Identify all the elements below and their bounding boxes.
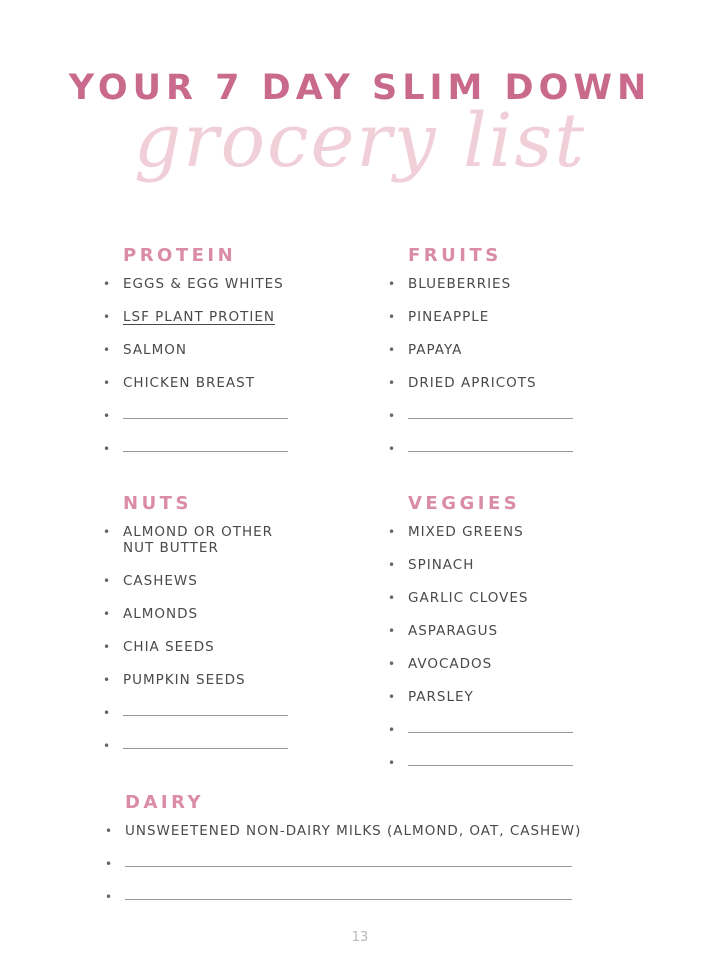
bullet-icon: • <box>103 706 112 720</box>
blank-line-item <box>388 408 573 423</box>
fruits-item-papaya: PAPAYA <box>408 342 463 358</box>
bullet-icon: • <box>388 409 397 423</box>
bullet-icon: • <box>388 624 397 638</box>
list-item <box>388 623 499 639</box>
nuts-item-nut-butter: ALMOND OR OTHER NUT BUTTER <box>123 524 274 556</box>
bullet-icon: • <box>388 558 397 572</box>
list-item <box>388 276 512 292</box>
veggies-heading: VEGGIES <box>408 493 521 514</box>
fruits-item-pineapple: PINEAPPLE <box>408 309 490 325</box>
bullet-icon: • <box>388 591 397 605</box>
bullet-icon: • <box>388 376 397 390</box>
fruits-item-apricots: DRIED APRICOTS <box>408 375 537 391</box>
write-in-line[interactable] <box>125 856 572 867</box>
bullet-icon: • <box>388 690 397 704</box>
write-in-line[interactable] <box>408 722 573 733</box>
bullet-icon: • <box>388 442 397 456</box>
protein-heading: PROTEIN <box>123 245 237 266</box>
fruits-section <box>388 245 537 456</box>
bullet-icon: • <box>103 607 112 621</box>
blank-line-item <box>103 408 288 423</box>
bullet-icon: • <box>388 525 397 539</box>
dairy-section <box>105 792 582 904</box>
list-item <box>103 573 198 589</box>
protein-item-chicken: CHICKEN BREAST <box>123 375 255 391</box>
veggies-item-greens: MIXED GREENS <box>408 524 524 540</box>
list-item <box>388 590 529 606</box>
bullet-icon: • <box>105 890 114 904</box>
list-item <box>103 276 284 292</box>
blank-line-item <box>388 755 573 770</box>
veggies-item-asparagus: ASPARAGUS <box>408 623 499 639</box>
bullet-icon: • <box>388 277 397 291</box>
blank-line-item <box>105 856 572 871</box>
bullet-icon: • <box>103 673 112 687</box>
veggies-item-avocados: AVOCADOS <box>408 656 493 672</box>
nuts-section <box>103 493 274 753</box>
bullet-icon: • <box>103 310 112 324</box>
nuts-item-chia: CHIA SEEDS <box>123 639 215 655</box>
bullet-icon: • <box>103 343 112 357</box>
bullet-icon: • <box>103 739 112 753</box>
list-item <box>103 524 288 556</box>
blank-line-item <box>103 738 288 753</box>
list-item <box>388 342 463 358</box>
list-item <box>103 309 275 325</box>
page-number: 13 <box>351 930 369 945</box>
write-in-line[interactable] <box>123 408 288 419</box>
script-title: grocery list <box>133 98 587 184</box>
list-item <box>103 375 255 391</box>
blank-line-item <box>103 705 288 720</box>
list-item <box>388 375 537 391</box>
protein-item-plant-protein: LSF PLANT PROTIEN <box>123 309 275 325</box>
list-item <box>105 823 582 839</box>
bullet-icon: • <box>388 723 397 737</box>
protein-item-eggs: EGGS & EGG WHITES <box>123 276 284 292</box>
fruits-item-blueberries: BLUEBERRIES <box>408 276 512 292</box>
write-in-line[interactable] <box>123 441 288 452</box>
list-item <box>103 639 215 655</box>
bullet-icon: • <box>105 857 114 871</box>
dairy-heading: DAIRY <box>125 792 204 813</box>
write-in-line[interactable] <box>408 408 573 419</box>
dairy-item-milks: UNSWEETENED NON-DAIRY MILKS (ALMOND, OAT, CASHEW) <box>125 823 582 839</box>
bullet-icon: • <box>388 756 397 770</box>
nuts-item-almonds: ALMONDS <box>123 606 199 622</box>
list-item <box>388 557 475 573</box>
write-in-line[interactable] <box>123 705 288 716</box>
protein-section <box>103 245 284 456</box>
blank-line-item <box>388 722 573 737</box>
nuts-heading: NUTS <box>123 493 192 514</box>
list-item <box>103 342 187 358</box>
fruits-heading: FRUITS <box>408 245 502 266</box>
bullet-icon: • <box>388 310 397 324</box>
list-item <box>103 606 199 622</box>
write-in-line[interactable] <box>125 889 572 900</box>
bullet-icon: • <box>103 442 112 456</box>
page-title: YOUR 7 DAY SLIM DOWN <box>68 68 652 108</box>
write-in-line[interactable] <box>123 738 288 749</box>
bullet-icon: • <box>103 277 112 291</box>
list-item <box>388 656 493 672</box>
veggies-section <box>388 493 529 770</box>
blank-line-item <box>103 441 288 456</box>
bullet-icon: • <box>103 376 112 390</box>
veggies-item-spinach: SPINACH <box>408 557 475 573</box>
blank-line-item <box>105 889 572 904</box>
list-item <box>103 672 246 688</box>
bullet-icon: • <box>103 574 112 588</box>
protein-item-salmon: SALMON <box>123 342 187 358</box>
write-in-line[interactable] <box>408 755 573 766</box>
bullet-icon: • <box>388 343 397 357</box>
bullet-icon: • <box>103 409 112 423</box>
bullet-icon: • <box>103 640 112 654</box>
veggies-item-garlic: GARLIC CLOVES <box>408 590 529 606</box>
veggies-item-parsley: PARSLEY <box>408 689 474 705</box>
bullet-icon: • <box>105 824 114 838</box>
nuts-item-cashews: CASHEWS <box>123 573 198 589</box>
list-item <box>388 524 524 540</box>
bullet-icon: • <box>103 525 112 539</box>
list-item <box>388 309 490 325</box>
nuts-item-pumpkin: PUMPKIN SEEDS <box>123 672 246 688</box>
blank-line-item <box>388 441 573 456</box>
list-item <box>388 689 474 705</box>
write-in-line[interactable] <box>408 441 573 452</box>
bullet-icon: • <box>388 657 397 671</box>
